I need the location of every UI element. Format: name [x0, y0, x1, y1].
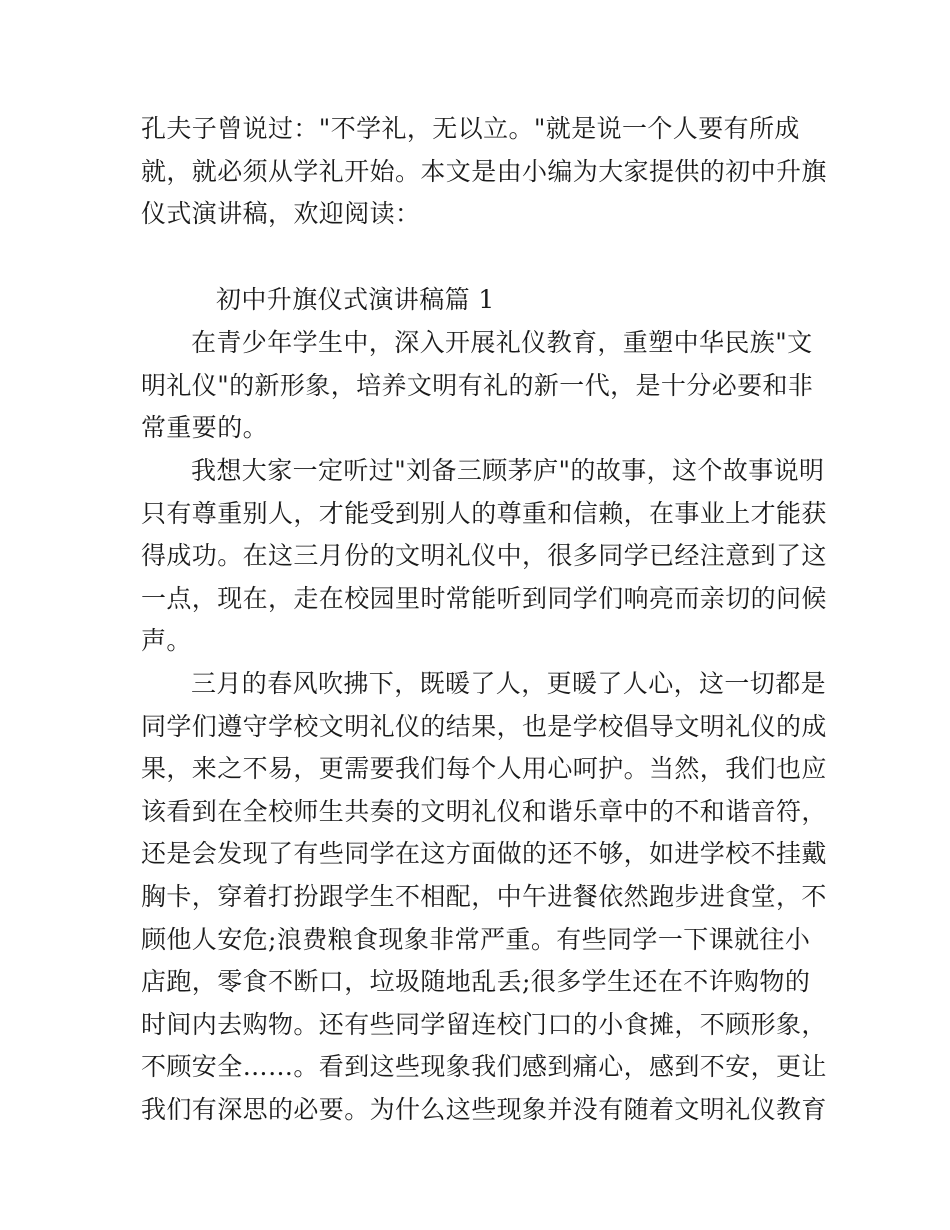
intro-paragraph [141, 108, 827, 236]
paragraph-line: 不顾安全……。看到这些现象我们感到痛心，感到不安，更让 [141, 1052, 827, 1082]
paragraph-line: 该看到在全校师生共奏的文明礼仪和谐乐章中的不和谐音符， [141, 796, 827, 826]
paragraph-line: 我们有深思的必要。为什么这些现象并没有随着文明礼仪教育 [141, 1094, 827, 1124]
paragraph-line: 三月的春风吹拂下，既暖了人，更暖了人心，这一切都是 [191, 669, 827, 698]
paragraph-line: 一点，现在，走在校园里时常能听到同学们响亮而亲切的问候 [141, 583, 827, 613]
intro-line: 仪式演讲稿，欢迎阅读： [141, 199, 421, 229]
paragraph-line: 声。 [141, 626, 192, 656]
paragraph-line: 只有尊重别人，才能受到别人的尊重和信赖，在事业上才能获 [141, 498, 827, 528]
paragraph-line: 顾他人安危;浪费粮食现象非常严重。有些同学一下课就往小 [141, 924, 811, 954]
paragraph-line: 时间内去购物。还有些同学留连校门口的小食摊，不顾形象， [141, 1009, 827, 1039]
paragraph-line: 明礼仪"的新形象，培养文明有礼的新一代，是十分必要和非 [141, 370, 814, 400]
section-heading: 初中升旗仪式演讲稿篇 1 [216, 285, 495, 314]
body-paragraph-1 [141, 322, 821, 450]
paragraph-line: 得成功。在这三月份的文明礼仪中，很多同学已经注意到了这 [141, 541, 827, 571]
body-paragraph-3 [141, 663, 827, 1132]
body-paragraph-2 [141, 450, 827, 663]
paragraph-line: 还是会发现了有些同学在这方面做的还不够，如进学校不挂戴 [141, 839, 827, 869]
paragraph-line: 在青少年学生中，深入开展礼仪教育，重塑中华民族"文 [191, 328, 813, 357]
paragraph-line: 常重要的。 [141, 413, 269, 443]
intro-line: 孔夫子曾说过："不学礼，无以立。"就是说一个人要有所成 [141, 114, 800, 143]
paragraph-line: 胸卡，穿着打扮跟学生不相配，中午进餐依然跑步进食堂，不 [141, 881, 827, 911]
paragraph-line: 果，来之不易，更需要我们每个人用心呵护。当然，我们也应 [141, 754, 827, 784]
paragraph-line: 同学们遵守学校文明礼仪的结果，也是学校倡导文明礼仪的成 [141, 711, 827, 741]
intro-line: 就，就必须从学礼开始。本文是由小编为大家提供的初中升旗 [141, 156, 827, 186]
paragraph-line: 我想大家一定听过"刘备三顾茅庐"的故事，这个故事说明 [191, 456, 825, 485]
paragraph-line: 店跑，零食不断口，垃圾随地乱丢;很多学生还在不许购物的 [141, 967, 811, 997]
